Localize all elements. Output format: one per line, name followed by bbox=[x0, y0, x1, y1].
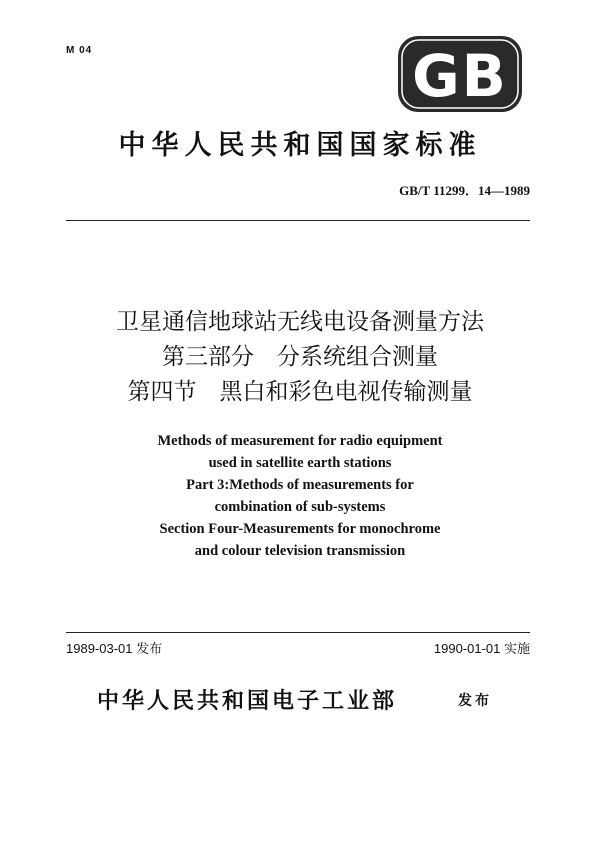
title-en-line-1: Methods of measurement for radio equipment bbox=[157, 433, 443, 449]
standard-name: 中华人民共和国国家标准 bbox=[118, 130, 482, 161]
implementation-date: 1990-01-01 实施 bbox=[433, 641, 530, 656]
publisher-action: 发布 bbox=[458, 693, 492, 709]
title-en-line-2: used in satellite earth stations bbox=[208, 455, 392, 471]
divider-top bbox=[66, 220, 530, 221]
divider-bottom bbox=[66, 632, 530, 633]
publisher-name: 中华人民共和国电子工业部 bbox=[97, 689, 398, 714]
classification-code: M 04 bbox=[66, 45, 93, 56]
gb-logo-text: GB bbox=[412, 42, 508, 110]
title-zh-line-2: 第三部分 分系统组合测量 bbox=[162, 344, 438, 370]
title-en-line-4: combination of sub-systems bbox=[214, 499, 386, 515]
standard-code: GB/T 11299．14—1989 bbox=[399, 183, 530, 198]
title-en-line-6: and colour television transmission bbox=[194, 543, 406, 559]
title-en-line-5: Section Four-Measurements for monochrome bbox=[159, 521, 441, 537]
issue-date: 1989-03-01 发布 bbox=[66, 641, 163, 656]
title-zh-line-3: 第四节 黑白和彩色电视传输测量 bbox=[127, 379, 473, 405]
title-zh-line-1: 卫星通信地球站无线电设备测量方法 bbox=[116, 309, 484, 335]
title-en-line-3: Part 3:Methods of measurements for bbox=[186, 477, 414, 493]
gb-logo bbox=[398, 36, 522, 112]
title-en bbox=[0, 430, 600, 562]
